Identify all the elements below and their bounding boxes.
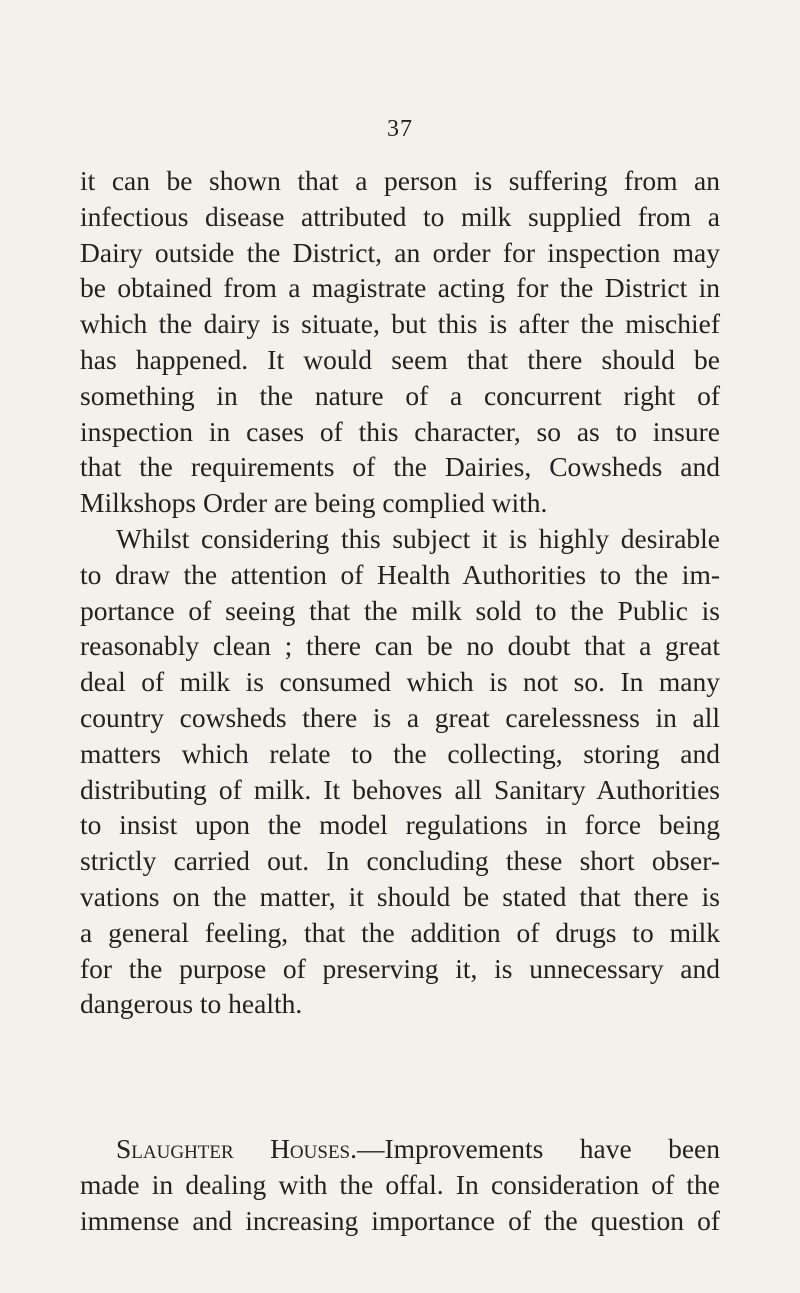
text-line: strictly carried out. In concluding these short obser-	[80, 845, 720, 877]
text-line	[80, 1131, 720, 1167]
text-line: vations on the matter, it should be stated that there is	[80, 880, 720, 912]
text-line: for the purpose of preserving it, is unnecessary and	[80, 952, 720, 984]
text-line: made in dealing with the offal. In consideration of the	[80, 1168, 720, 1200]
text-line: a general feeling, that the addition of drugs to milk	[80, 916, 720, 948]
text-line: immense and increasing importance of the question of	[80, 1204, 720, 1236]
text-line: matters which relate to the collecting, storing and	[80, 737, 720, 769]
text-line: dangerous to health.	[80, 988, 303, 1020]
text-line: portance of seeing that the milk sold to the Public is	[80, 594, 720, 626]
text-line: to insist upon the model regulations in force being	[80, 809, 720, 841]
text-line: Milkshops Order are being complied with.	[80, 487, 548, 519]
text-line: country cowsheds there is a great carelessness in all	[80, 701, 720, 733]
text-line: which the dairy is situate, but this is after the mischief	[80, 308, 720, 340]
text-line-fragment: —Improvements have been	[357, 1133, 720, 1164]
text-line: distributing of milk. It behoves all Sanitary Authorities	[80, 773, 720, 805]
text-line: that the requirements of the Dairies, Cowsheds and	[80, 451, 720, 483]
text-line: to draw the attention of Health Authorities to the im-	[80, 558, 720, 590]
paragraph-milk-cleanliness	[80, 521, 720, 1022]
text-line: Whilst considering this subject it is highly desirable	[116, 523, 720, 554]
text-line: be obtained from a magistrate acting for the District in	[80, 272, 720, 304]
paragraph-dairy-inspection	[80, 163, 720, 521]
text-line: inspection in cases of this character, so as to insure	[80, 415, 720, 447]
text-line: it can be shown that a person is suffering from an	[80, 165, 720, 196]
text-line: something in the nature of a concurrent right of	[80, 379, 720, 411]
section-heading: Slaughter Houses.	[116, 1133, 357, 1164]
page-number: 37	[387, 116, 413, 142]
text-line: infectious disease attributed to milk supplied from a	[80, 200, 720, 232]
text-line: Dairy outside the District, an order for inspection may	[80, 236, 720, 268]
text-line: has happened. It would seem that there should be	[80, 343, 720, 375]
text-line: deal of milk is consumed which is not so. In many	[80, 666, 720, 698]
paragraph-slaughter-houses	[80, 1131, 720, 1238]
text-line: reasonably clean ; there can be no doubt that a great	[80, 630, 720, 662]
